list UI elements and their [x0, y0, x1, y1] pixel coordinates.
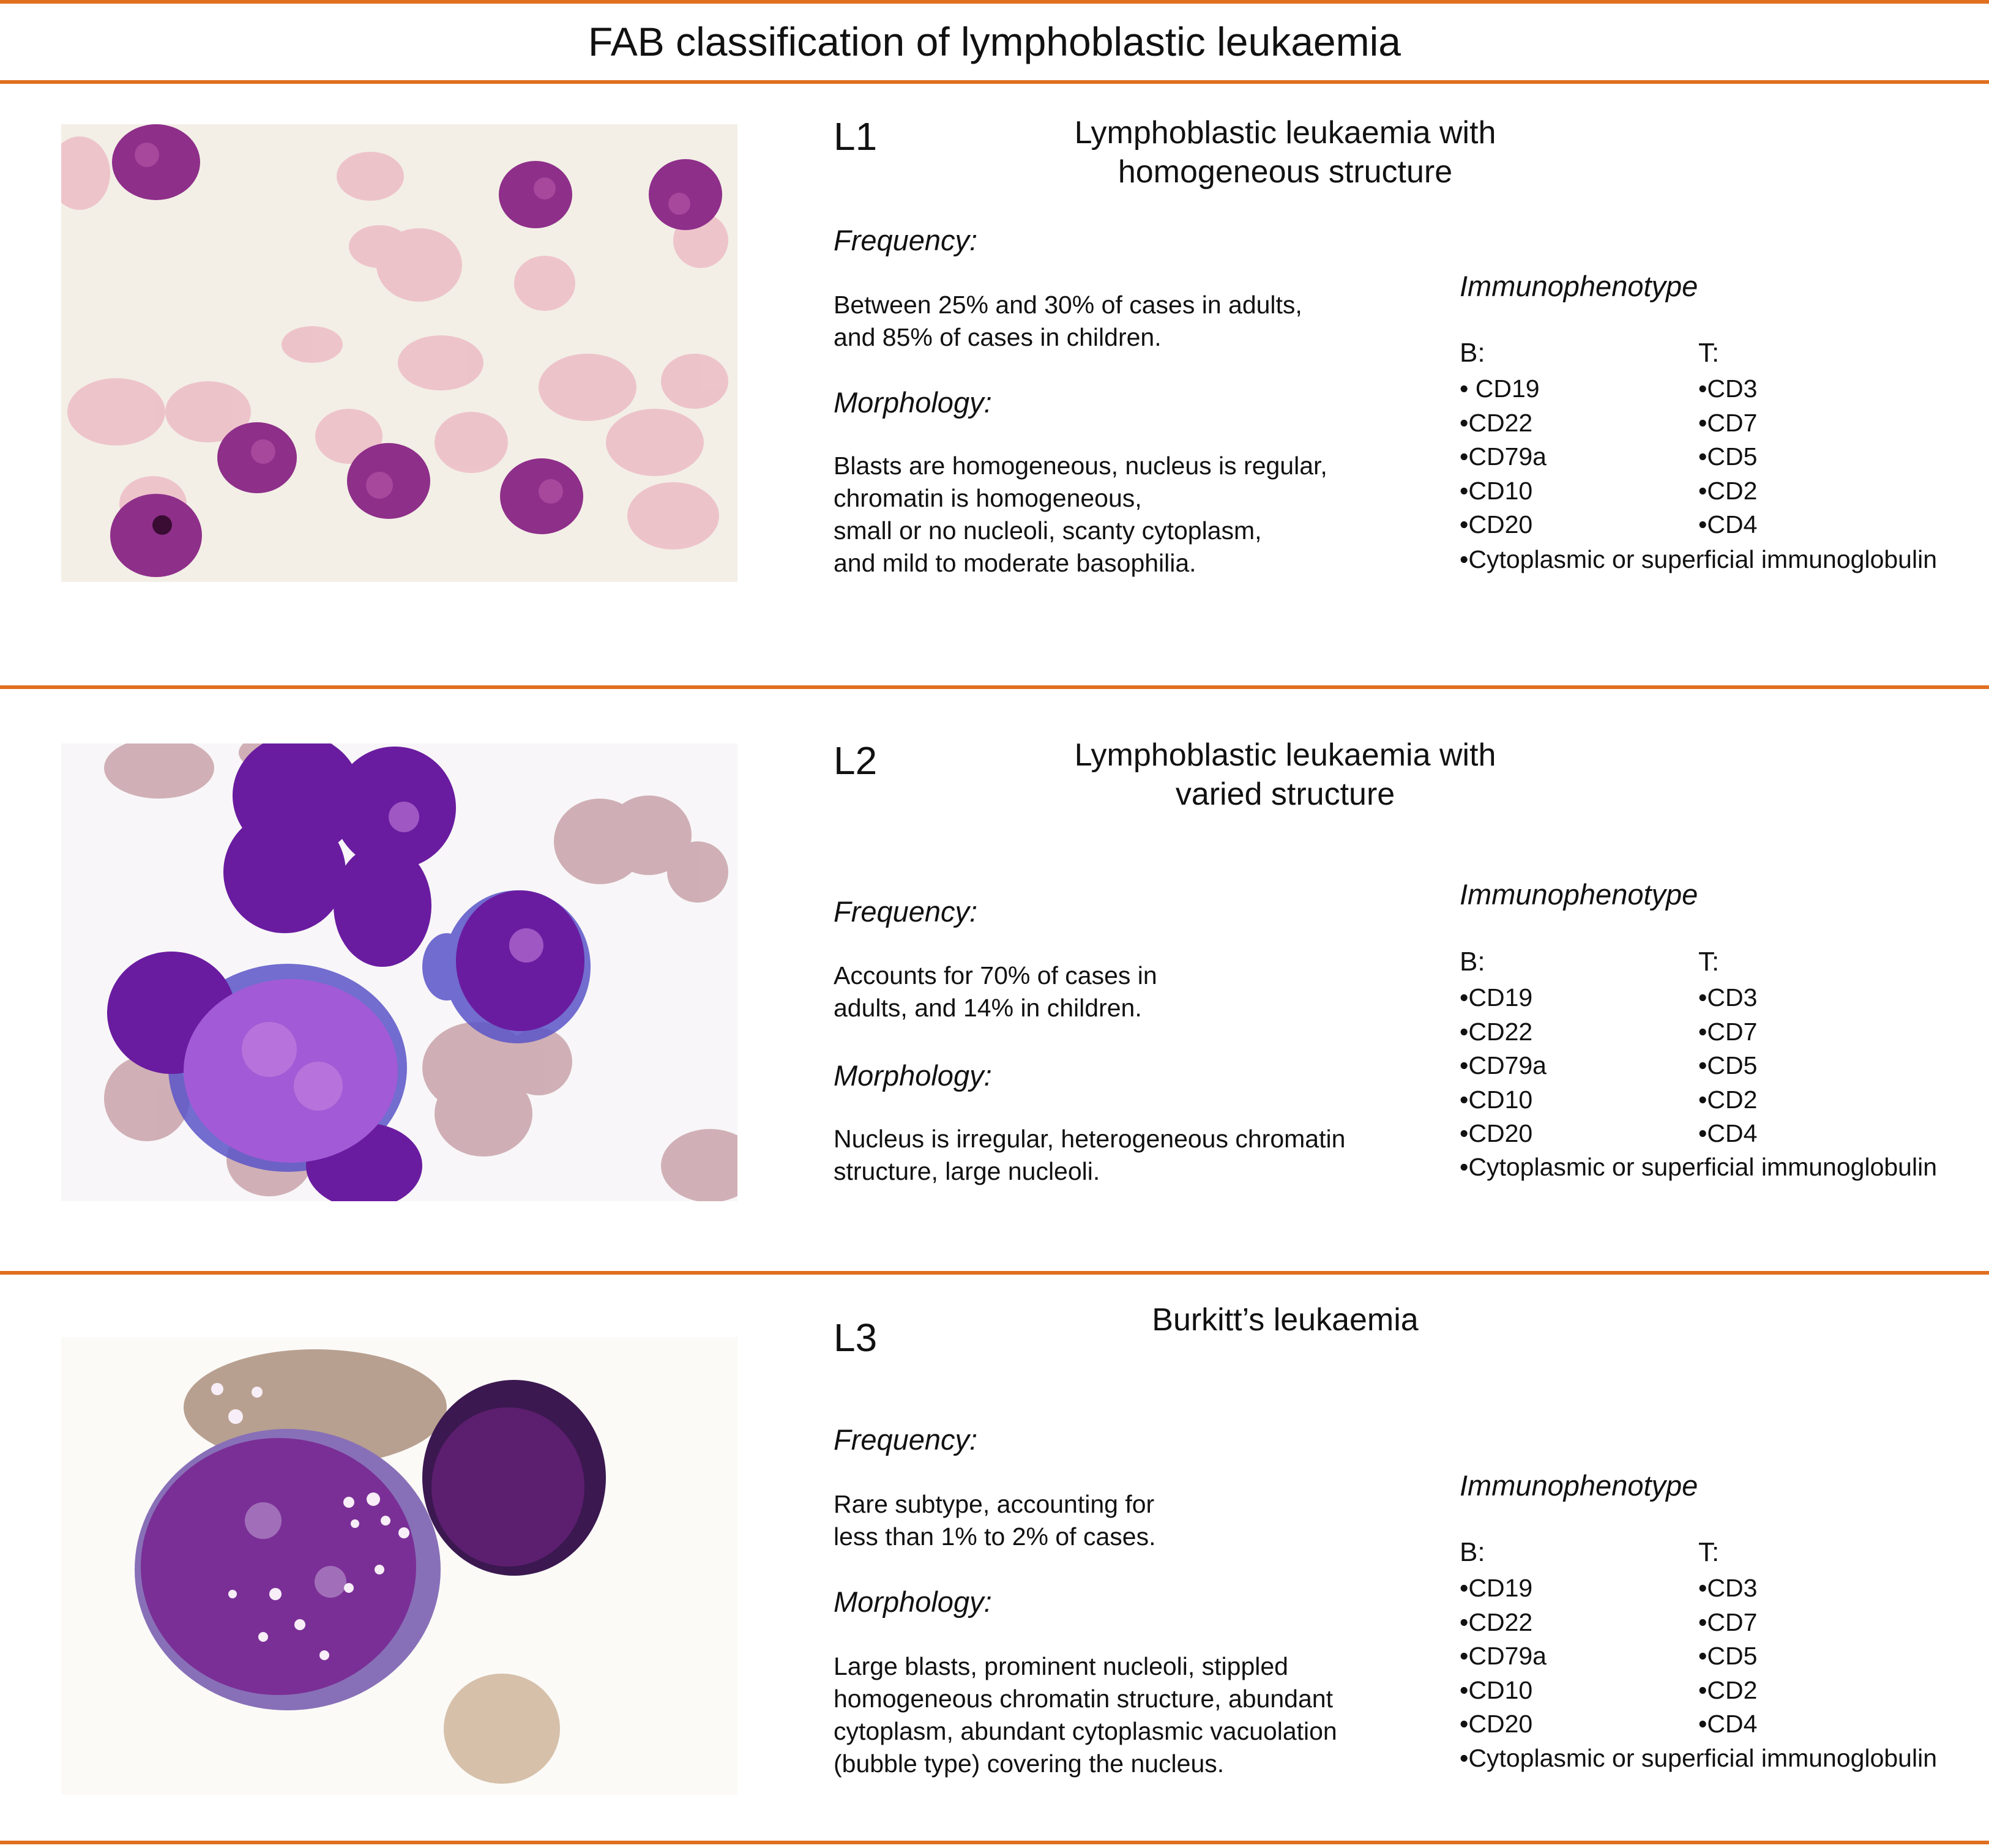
- l2-immunophenotype-label: Immunophenotype: [1460, 878, 1698, 911]
- divider-l2-l3: [0, 1271, 1989, 1275]
- l1-immunophenotype-label: Immunophenotype: [1460, 270, 1698, 302]
- marker: •CD3: [1698, 374, 1758, 403]
- micrograph-l1-image: [61, 124, 737, 582]
- l1-subtitle: Lymphoblastic leukaemia with homogeneous structure: [1074, 115, 1496, 190]
- marker: •CD79a: [1460, 442, 1547, 471]
- marker: •CD3: [1698, 1574, 1758, 1602]
- micrograph-l3: [61, 1337, 737, 1795]
- marker: •CD5: [1698, 1051, 1758, 1079]
- l3-b-markers: [1460, 1571, 1547, 1742]
- l2-b-markers: [1460, 981, 1547, 1151]
- marker: •CD7: [1698, 1017, 1758, 1046]
- l3-frequency-text: Rare subtype, accounting for less than 1% to 2% of cases.: [834, 1490, 1156, 1551]
- l2-t-markers: [1698, 981, 1757, 1151]
- marker: •CD4: [1698, 1119, 1758, 1147]
- l3-frequency-label: Frequency:: [834, 1423, 978, 1456]
- l3-b-label: B:: [1460, 1537, 1485, 1567]
- micrograph-l1: [61, 124, 737, 582]
- l2-subtitle: Lymphoblastic leukaemia with varied structure: [1074, 737, 1496, 812]
- top-rule: [0, 0, 1989, 4]
- divider-l1-l2: [0, 685, 1989, 689]
- marker: •CD19: [1460, 1574, 1533, 1602]
- marker: •CD22: [1460, 408, 1533, 437]
- l1-morphology-text: Blasts are homogeneous, nucleus is regular, chromatin is homogeneous, small or no nucleoli, scanty cytoplasm, and mild to moderate basophilia.: [834, 452, 1327, 577]
- l1-t-markers: [1698, 372, 1757, 542]
- marker: • CD19: [1460, 374, 1540, 403]
- l1-b-markers: [1460, 372, 1547, 542]
- marker: •CD20: [1460, 510, 1533, 538]
- l3-immunoglobulin: •Cytoplasmic or superficial immunoglobulin: [1460, 1744, 1938, 1772]
- l1-immunoglobulin: •Cytoplasmic or superficial immunoglobulin: [1460, 545, 1938, 573]
- marker: •CD2: [1698, 1085, 1758, 1114]
- l2-frequency-text: Accounts for 70% of cases in adults, and 14% in children.: [834, 961, 1157, 1022]
- l3-code: L3: [834, 1316, 878, 1360]
- l3-t-markers: [1698, 1571, 1757, 1742]
- bottom-rule: [0, 1841, 1989, 1844]
- marker: •CD79a: [1460, 1051, 1547, 1079]
- l1-t-label: T:: [1698, 338, 1720, 368]
- l3-t-label: T:: [1698, 1537, 1720, 1567]
- l2-morphology-label: Morphology:: [834, 1059, 992, 1092]
- marker: •CD2: [1698, 476, 1758, 505]
- marker: •CD10: [1460, 1085, 1533, 1114]
- l3-subtitle: Burkitt’s leukaemia: [1152, 1302, 1419, 1338]
- l2-frequency-label: Frequency:: [834, 895, 978, 928]
- marker: •CD22: [1460, 1608, 1533, 1636]
- l3-immunophenotype-label: Immunophenotype: [1460, 1469, 1698, 1502]
- marker: •CD3: [1698, 983, 1758, 1012]
- l2-b-label: B:: [1460, 947, 1485, 977]
- marker: •CD10: [1460, 1675, 1533, 1704]
- l2-code: L2: [834, 739, 878, 783]
- marker: •CD2: [1698, 1675, 1758, 1704]
- micrograph-l2: [61, 743, 737, 1201]
- marker: •CD4: [1698, 1710, 1758, 1738]
- marker: •CD5: [1698, 1642, 1758, 1670]
- marker: •CD7: [1698, 408, 1758, 437]
- marker: •CD4: [1698, 510, 1758, 538]
- l1-frequency-label: Frequency:: [834, 224, 978, 256]
- marker: •CD20: [1460, 1710, 1533, 1738]
- marker: •CD7: [1698, 1608, 1758, 1636]
- marker: •CD20: [1460, 1119, 1533, 1147]
- page-title: FAB classification of lymphoblastic leukaemia: [588, 19, 1401, 64]
- title-rule: [0, 80, 1989, 84]
- l2-immunoglobulin: •Cytoplasmic or superficial immunoglobulin: [1460, 1153, 1938, 1181]
- micrograph-l2-image: [61, 743, 737, 1201]
- marker: •CD22: [1460, 1017, 1533, 1046]
- l1-morphology-label: Morphology:: [834, 386, 992, 419]
- marker: •CD19: [1460, 983, 1533, 1012]
- l1-b-label: B:: [1460, 338, 1485, 368]
- l2-morphology-text: Nucleus is irregular, heterogeneous chromatin structure, large nucleoli.: [834, 1125, 1346, 1185]
- l1-code: L1: [834, 114, 878, 158]
- l2-t-label: T:: [1698, 947, 1720, 977]
- l3-morphology-label: Morphology:: [834, 1585, 992, 1618]
- l3-morphology-text: Large blasts, prominent nucleoli, stippled homogeneous chromatin structure, abundant cytoplasm, abundant cytoplasmic vacuolation (bubble type) covering the nucleus.: [834, 1652, 1337, 1778]
- marker: •CD10: [1460, 476, 1533, 505]
- micrograph-l3-image: [61, 1337, 737, 1795]
- l1-frequency-text: Between 25% and 30% of cases in adults, and 85% of cases in children.: [834, 291, 1302, 351]
- marker: •CD5: [1698, 442, 1758, 471]
- marker: •CD79a: [1460, 1642, 1547, 1670]
